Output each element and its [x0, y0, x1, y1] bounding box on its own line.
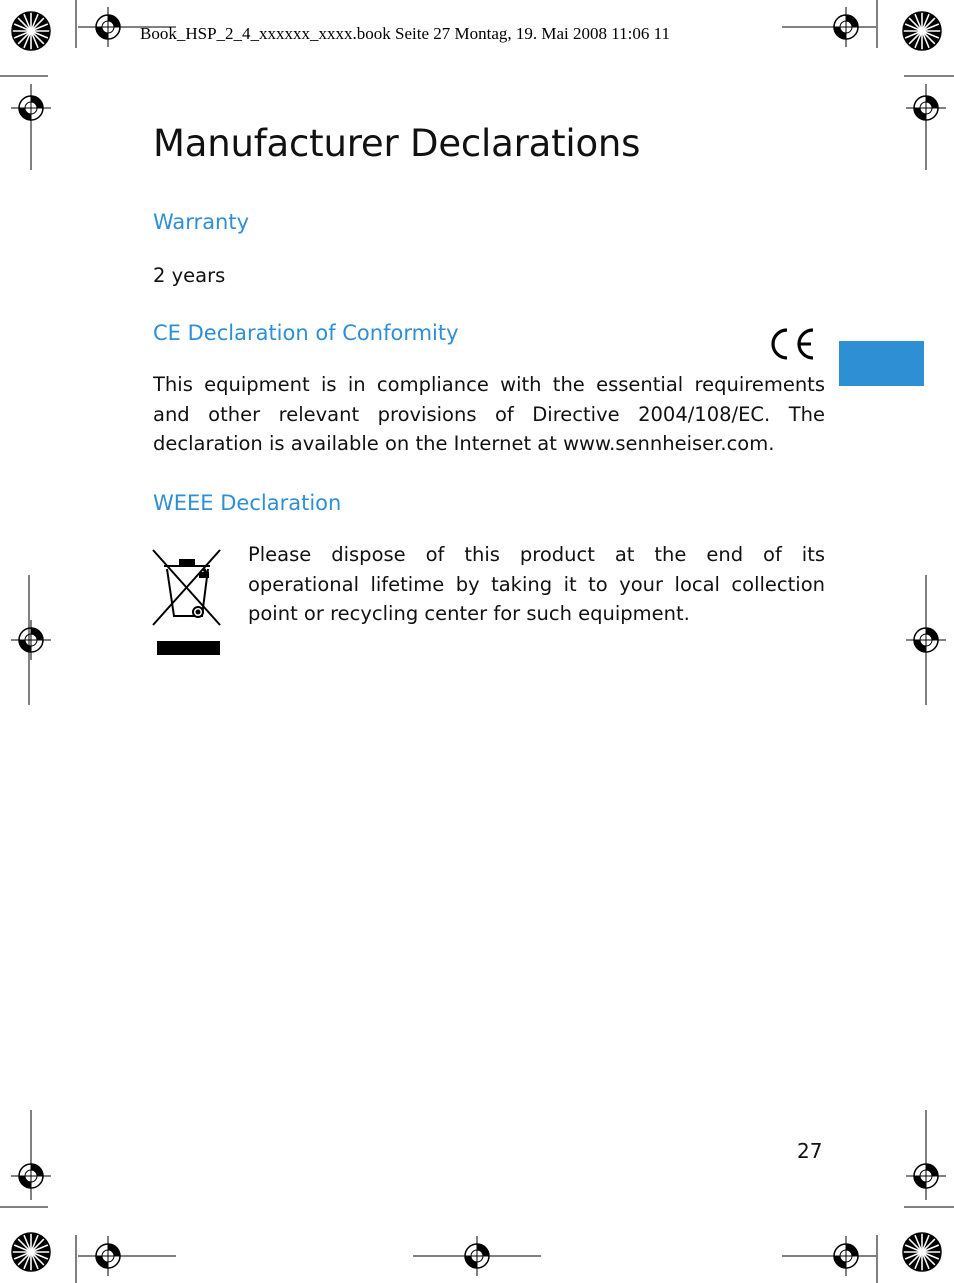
ce-line: This equipment is in compliance with the essential requirements	[153, 373, 825, 396]
ce-mark-icon	[765, 326, 817, 362]
registration-mark-icon	[826, 7, 866, 47]
page-number: 27	[797, 1139, 823, 1163]
registration-mark-icon	[88, 7, 128, 47]
crossed-out-wheelie-bin-icon	[150, 547, 225, 657]
starburst-target-icon	[903, 1233, 941, 1271]
weee-line: Please dispose of this product at the end of its	[248, 543, 825, 566]
registration-mark-icon	[826, 1236, 866, 1276]
starburst-target-icon	[12, 12, 50, 50]
weee-line: point or recycling center for such equipment.	[248, 602, 690, 625]
print-header: Book_HSP_2_4_xxxxxx_xxxx.book Seite 27 Montag, 19. Mai 2008 11:06 11	[140, 24, 670, 43]
registration-mark-icon	[457, 1236, 497, 1276]
section-tab-marker	[839, 341, 924, 386]
registration-mark-icon	[906, 88, 946, 128]
ce-heading: CE Declaration of Conformity	[153, 321, 459, 345]
page-title: Manufacturer Declarations	[153, 122, 641, 165]
weee-line: operational lifetime by taking it to your local collection	[248, 573, 825, 596]
starburst-target-icon	[12, 1233, 50, 1271]
registration-mark-icon	[11, 620, 51, 660]
registration-mark-icon	[11, 88, 51, 128]
registration-mark-icon	[11, 1156, 51, 1196]
registration-mark-icon	[906, 620, 946, 660]
registration-mark-icon	[906, 1156, 946, 1196]
warranty-heading: Warranty	[153, 210, 250, 234]
ce-line: and other relevant provisions of Directive 2004/108/EC. The	[153, 403, 825, 426]
weee-heading: WEEE Declaration	[153, 491, 342, 515]
ce-line: declaration is available on the Internet at www.sennheiser.com.	[153, 432, 775, 455]
starburst-target-icon	[903, 12, 941, 50]
registration-mark-icon	[88, 1236, 128, 1276]
warranty-text: 2 years	[153, 264, 226, 287]
